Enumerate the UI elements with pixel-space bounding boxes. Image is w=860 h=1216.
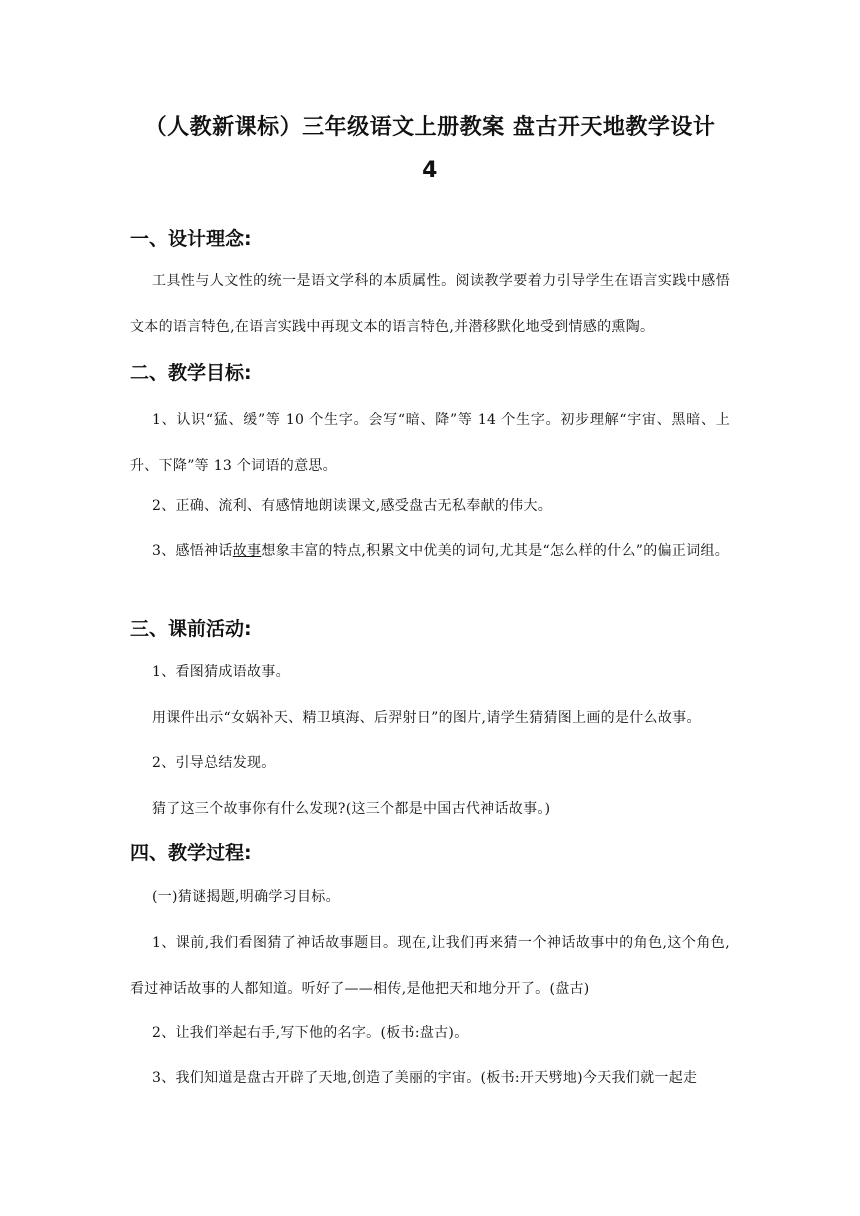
pre-class-item-1-detail: 用课件出示“女娲补天、精卫填海、后羿射日”的图片,请学生猜猜图上画的是什么故事。: [152, 710, 701, 726]
pre-class-item-1: 1、看图猜成语故事。: [152, 664, 290, 680]
teaching-goal-3: [130, 528, 730, 574]
section-heading-teaching-process: 四、教学过程:: [130, 842, 252, 864]
section-heading-design-concept: 一、设计理念:: [130, 228, 252, 250]
teaching-goal-3-text-b: 想象丰富的特点,积累文中优美的词句,尤其是“怎么样的什么”的偏正词组。: [261, 543, 730, 559]
process-step-1-heading: (一)猜谜揭题,明确学习目标。: [152, 889, 340, 905]
teaching-goal-3-text-a: 3、感悟神话: [152, 543, 233, 559]
process-step-1-paragraph-1: 1、课前,我们看图猜了神话故事题目。现在,让我们再来猜一个神话故事中的角色,这个角色,看过神话故事的人都知道。听好了——相传,是他把天和地分开了。(盘古): [130, 935, 730, 997]
pre-class-item-2: 2、引导总结发现。: [152, 755, 276, 771]
design-concept-paragraph: 工具性与人文性的统一是语文学科的本质属性。阅读教学要着力引导学生在语言实践中感悟文本的语言特色,在语言实践中再现文本的语言特色,并潜移默化地受到情感的熏陶。: [130, 273, 730, 335]
pre-class-item-2-detail: 猜了这三个故事你有什么发现?(这三个都是中国古代神话故事。): [152, 801, 551, 817]
process-step-1-paragraph-2: 2、让我们举起右手,写下他的名字。(板书:盘古)。: [152, 1025, 469, 1041]
document-title-line-1: （人教新课标）三年级语文上册教案 盘古开天地教学设计: [144, 115, 716, 140]
section-heading-pre-class-activities: 三、课前活动:: [130, 618, 252, 640]
section-heading-teaching-goals: 二、教学目标:: [130, 362, 252, 384]
document-title-line-2: 4: [422, 158, 438, 183]
teaching-goal-2: 2、正确、流利、有感情地朗读课文,感受盘古无私奉献的伟大。: [152, 498, 553, 514]
teaching-goal-3-underlined-word: 故事: [232, 543, 262, 559]
process-step-1-paragraph-3: 3、我们知道是盘古开辟了天地,创造了美丽的宇宙。(板书:开天劈地)今天我们就一起走: [152, 1070, 698, 1086]
teaching-goal-1: 1、认识“猛、缓”等 10 个生字。会写“暗、降”等 14 个生字。初步理解“宇宙、黑暗、上升、下降”等 13 个词语的意思。: [130, 412, 730, 474]
